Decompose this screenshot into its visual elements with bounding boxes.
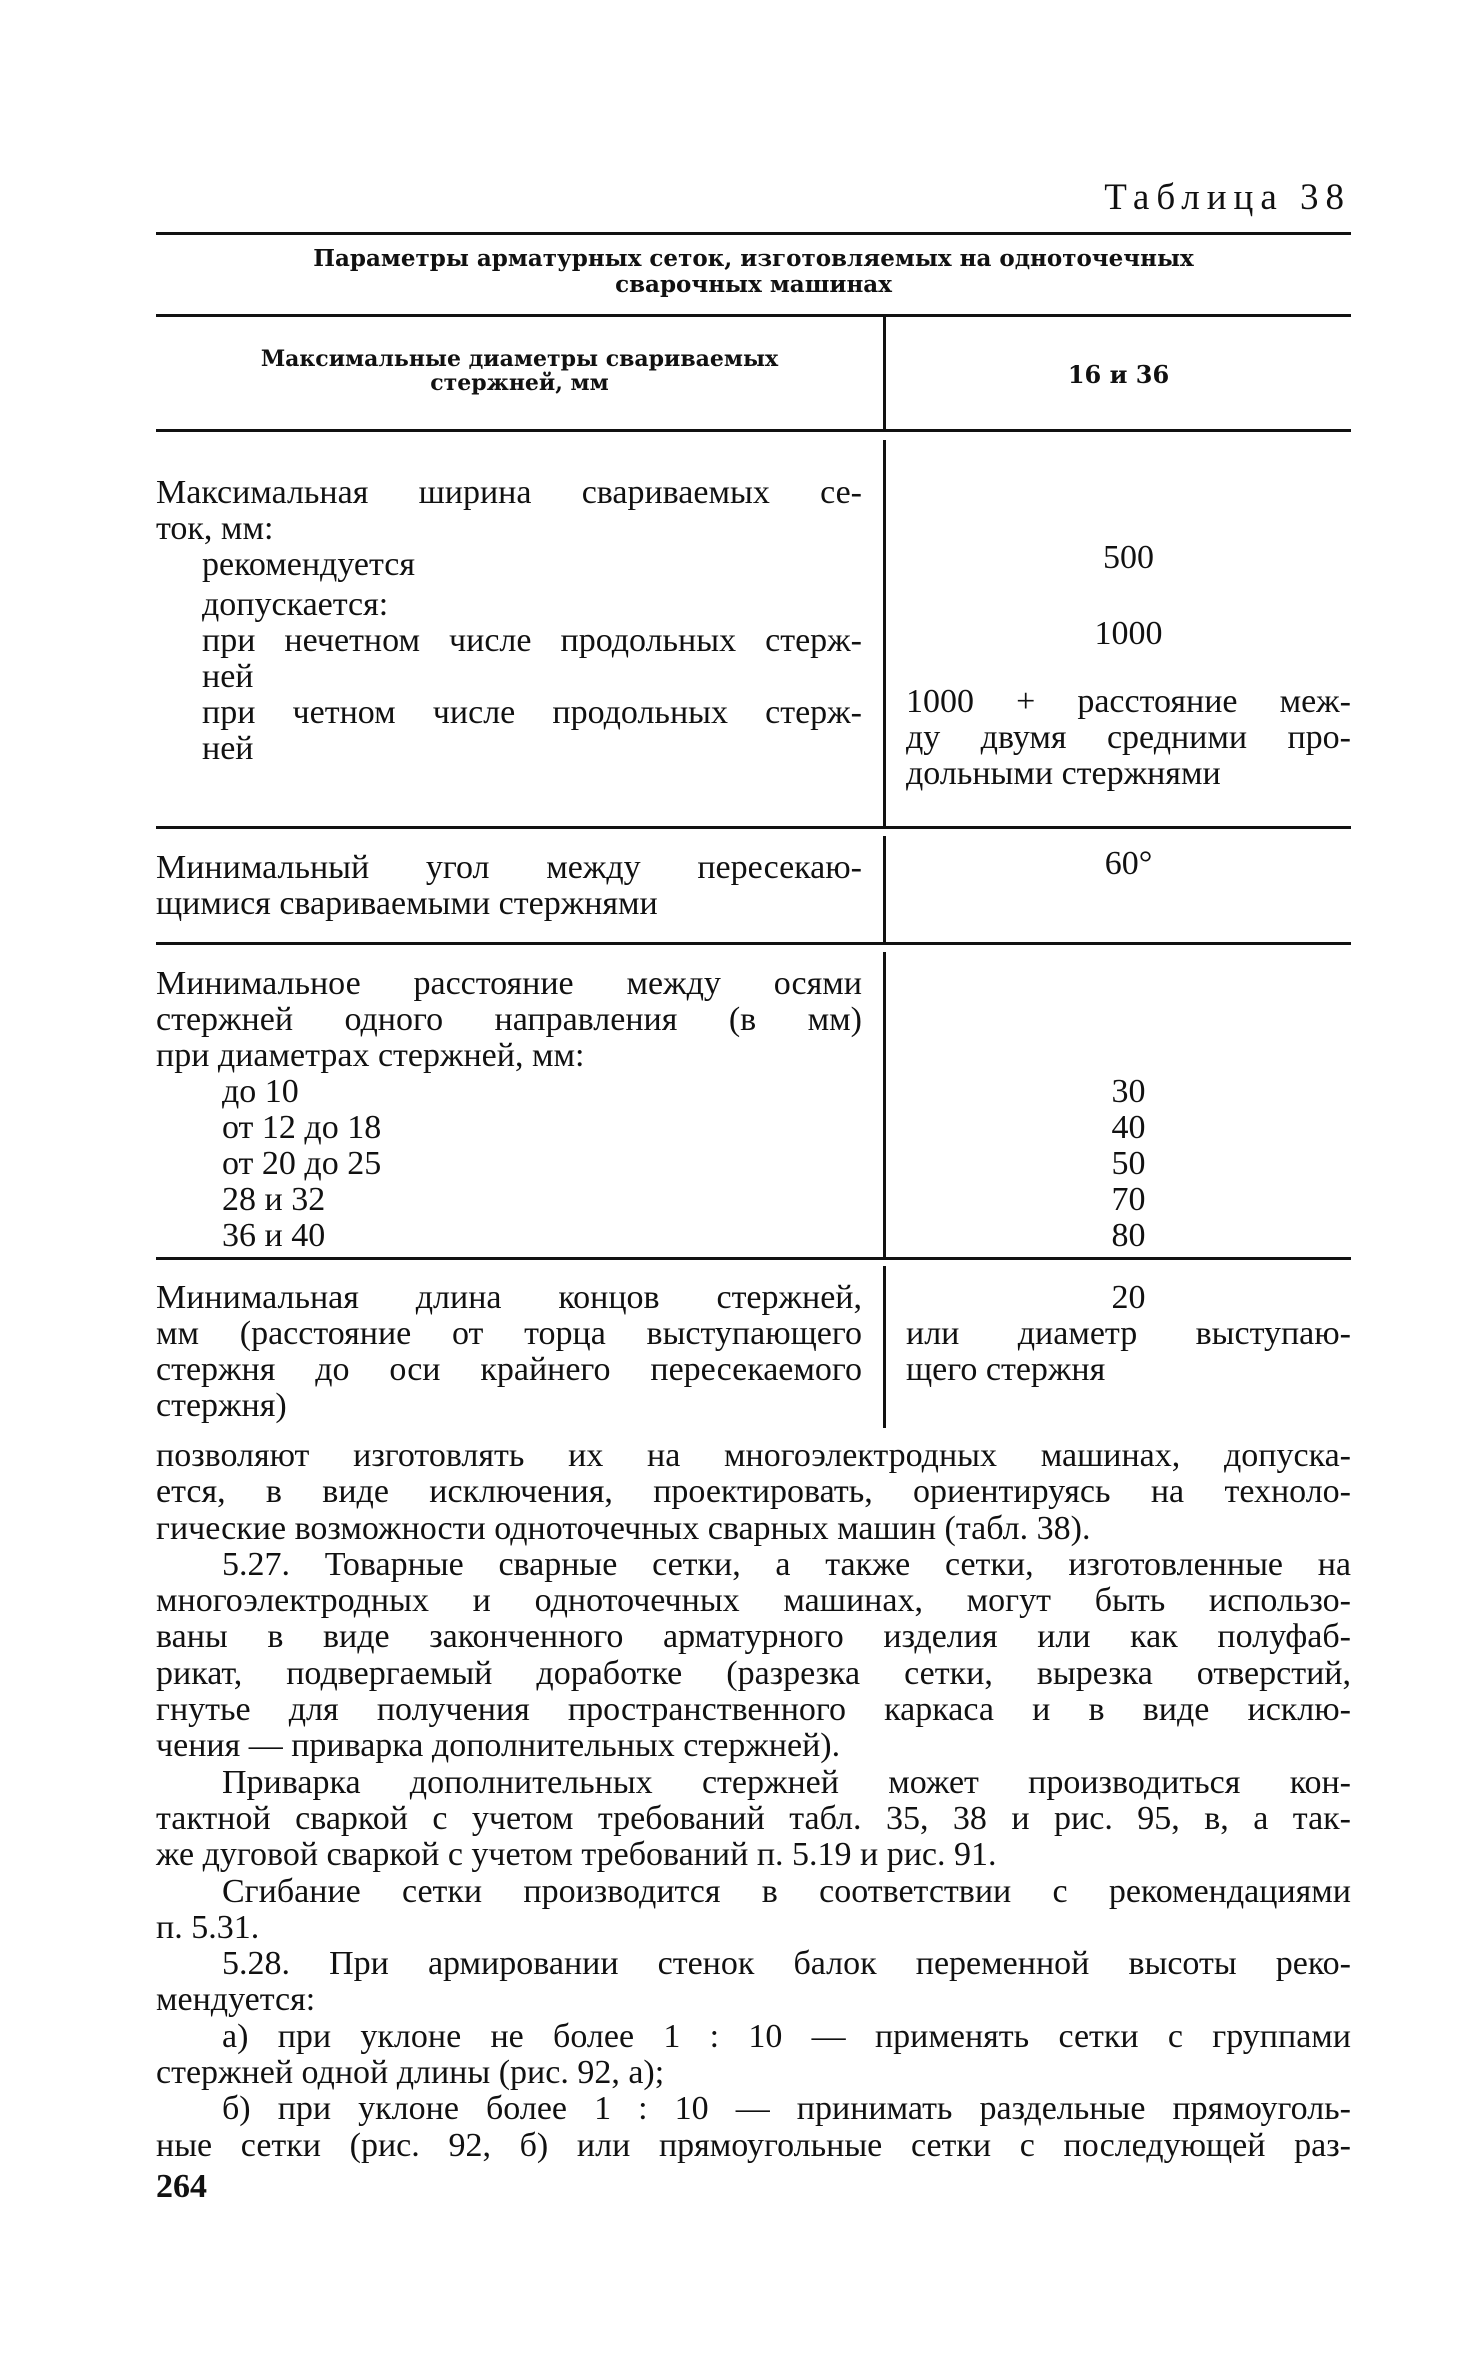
row-rule (156, 942, 1351, 945)
cell-value: 80 (1111, 1217, 1146, 1254)
caption-line: сварочных машинах (615, 271, 892, 298)
cell-text: от 12 до 18 (222, 1109, 382, 1146)
paragraph-line: гические возможности одноточечных сварных машин (табл. 38). (156, 1509, 1091, 1547)
cell-text: щимися свариваемыми стержнями (156, 885, 658, 922)
cell-value: щего стержня (906, 1351, 1106, 1388)
paragraph-line: Сгибание сетки производится в соответствии с рекомендациями (222, 1872, 1351, 1910)
cell-value: 1000 + расстояние меж- (906, 683, 1351, 720)
paragraph-line: стержней одной длины (рис. 92, а); (156, 2054, 665, 2092)
column-divider (883, 836, 886, 942)
paragraph-line: ваны в виде законченного арматурного изделия или как полуфаб- (156, 1618, 1351, 1656)
cell-value: дольными стержнями (906, 755, 1221, 792)
page-number: 264 (156, 2168, 207, 2205)
table-caption (156, 246, 1351, 298)
column-divider (883, 440, 886, 828)
paragraph-line: 5.27. Товарные сварные сетки, а также сетки, изготовленные на (222, 1545, 1351, 1583)
paragraph-line: многоэлектродных и одноточечных машинах, могут быть использо- (156, 1582, 1351, 1620)
cell-text: 36 и 40 (222, 1217, 326, 1254)
caption-top-rule (156, 232, 1351, 235)
row-4-parameter (156, 1280, 862, 1424)
row-rule (156, 826, 1351, 829)
row-1-value (906, 540, 1351, 792)
cell-text: Минимальная длина концов стержней, (156, 1279, 862, 1316)
column-divider (883, 952, 886, 1258)
cell-text: при диаметрах стержней, мм: (156, 1037, 585, 1074)
paragraph-line: гнутье для получения пространственного каркаса и в виде исклю- (156, 1691, 1351, 1729)
row-4-value (906, 1280, 1351, 1388)
paragraph-line: ные сетки (рис. 92, б) или прямоугольные сетки с последующей раз- (156, 2126, 1351, 2164)
header-top-rule (156, 314, 1351, 317)
cell-value: 500 (1103, 539, 1154, 576)
cell-value: 60° (1104, 845, 1153, 882)
cell-text: ток, мм: (156, 510, 274, 547)
cell-value: 1000 (1094, 615, 1163, 652)
cell-text: допускается: (202, 586, 389, 623)
paragraph-line: же дуговой сваркой с учетом требований п. 5.19 и рис. 91. (156, 1836, 997, 1874)
paragraph-line: 5.28. При армировании стенок балок переменной высоты реко- (222, 1945, 1351, 1983)
row-1-parameter (156, 475, 862, 767)
cell-value: 70 (1111, 1181, 1146, 1218)
paragraph-line: Приварка дополнительных стержней может производиться кон- (222, 1763, 1351, 1801)
cell-text: ней (202, 730, 254, 767)
paragraph-line: позволяют изготовлять их на многоэлектродных машинах, допуска- (156, 1437, 1351, 1474)
cell-text: стержня до оси крайнего пересекаемого (156, 1351, 862, 1388)
body-text (156, 1438, 1351, 2164)
paragraph-line: б) при уклоне более 1 : 10 — принимать раздельные прямоуголь- (222, 2090, 1351, 2128)
header-bottom-rule (156, 429, 1351, 432)
row-2-value (906, 846, 1351, 882)
table-header-left (156, 347, 883, 395)
paragraph-line: рикат, подвергаемый доработке (разрезка сетки, вырезка отверстий, (156, 1654, 1351, 1692)
cell-text: при четном числе продольных стерж- (202, 694, 862, 731)
paragraph-line: тактной сваркой с учетом требований табл. 35, 38 и рис. 95, в, а так- (156, 1799, 1351, 1837)
cell-text: ней (202, 658, 254, 695)
paragraph-line: п. 5.31. (156, 1908, 260, 1946)
column-divider (883, 1266, 886, 1428)
row-2-parameter (156, 850, 862, 922)
cell-text: до 10 (222, 1073, 299, 1110)
cell-text: Максимальная ширина свариваемых се- (156, 474, 862, 511)
cell-text: при нечетном числе продольных стерж- (202, 622, 862, 659)
cell-value: 40 (1111, 1109, 1146, 1146)
paragraph-line: ется, в виде исключения, проектировать, ориентируясь на техноло- (156, 1473, 1351, 1511)
cell-text: рекомендуется (202, 546, 415, 583)
cell-text: Минимальное расстояние между осями (156, 965, 862, 1002)
paragraph-line: чения — приварка дополнительных стержней). (156, 1727, 841, 1765)
caption-line: Параметры арматурных сеток, изготовляемых на одноточечных (313, 245, 1194, 272)
cell-text: мм (расстояние от торца выступающего (156, 1315, 862, 1352)
row-3-parameter (156, 966, 862, 1254)
table-header-right: 16 и 36 (1067, 360, 1170, 389)
cell-value: 30 (1111, 1073, 1146, 1110)
cell-value: 50 (1111, 1145, 1146, 1182)
cell-text: от 20 до 25 (222, 1145, 382, 1182)
cell-text: Минимальный угол между пересекаю- (156, 849, 862, 886)
row-3-value (906, 1074, 1351, 1254)
cell-text: стержней одного направления (в мм) (156, 1001, 862, 1038)
row-rule (156, 1257, 1351, 1260)
header-text: стержней, мм (430, 370, 609, 396)
cell-text: стержня) (156, 1387, 287, 1424)
table-number: Таблица 38 (1104, 177, 1351, 218)
cell-value: ду двумя средними про- (906, 719, 1351, 756)
cell-value: 20 (1111, 1279, 1146, 1316)
header-text: Максимальные диаметры свариваемых (260, 346, 779, 372)
paragraph-line: мендуется: (156, 1981, 316, 2019)
paragraph-line: а) при уклоне не более 1 : 10 — применять сетки с группами (222, 2017, 1351, 2055)
cell-value: или диаметр выступаю- (906, 1315, 1351, 1352)
cell-text: 28 и 32 (222, 1181, 326, 1218)
page (156, 0, 1351, 2362)
